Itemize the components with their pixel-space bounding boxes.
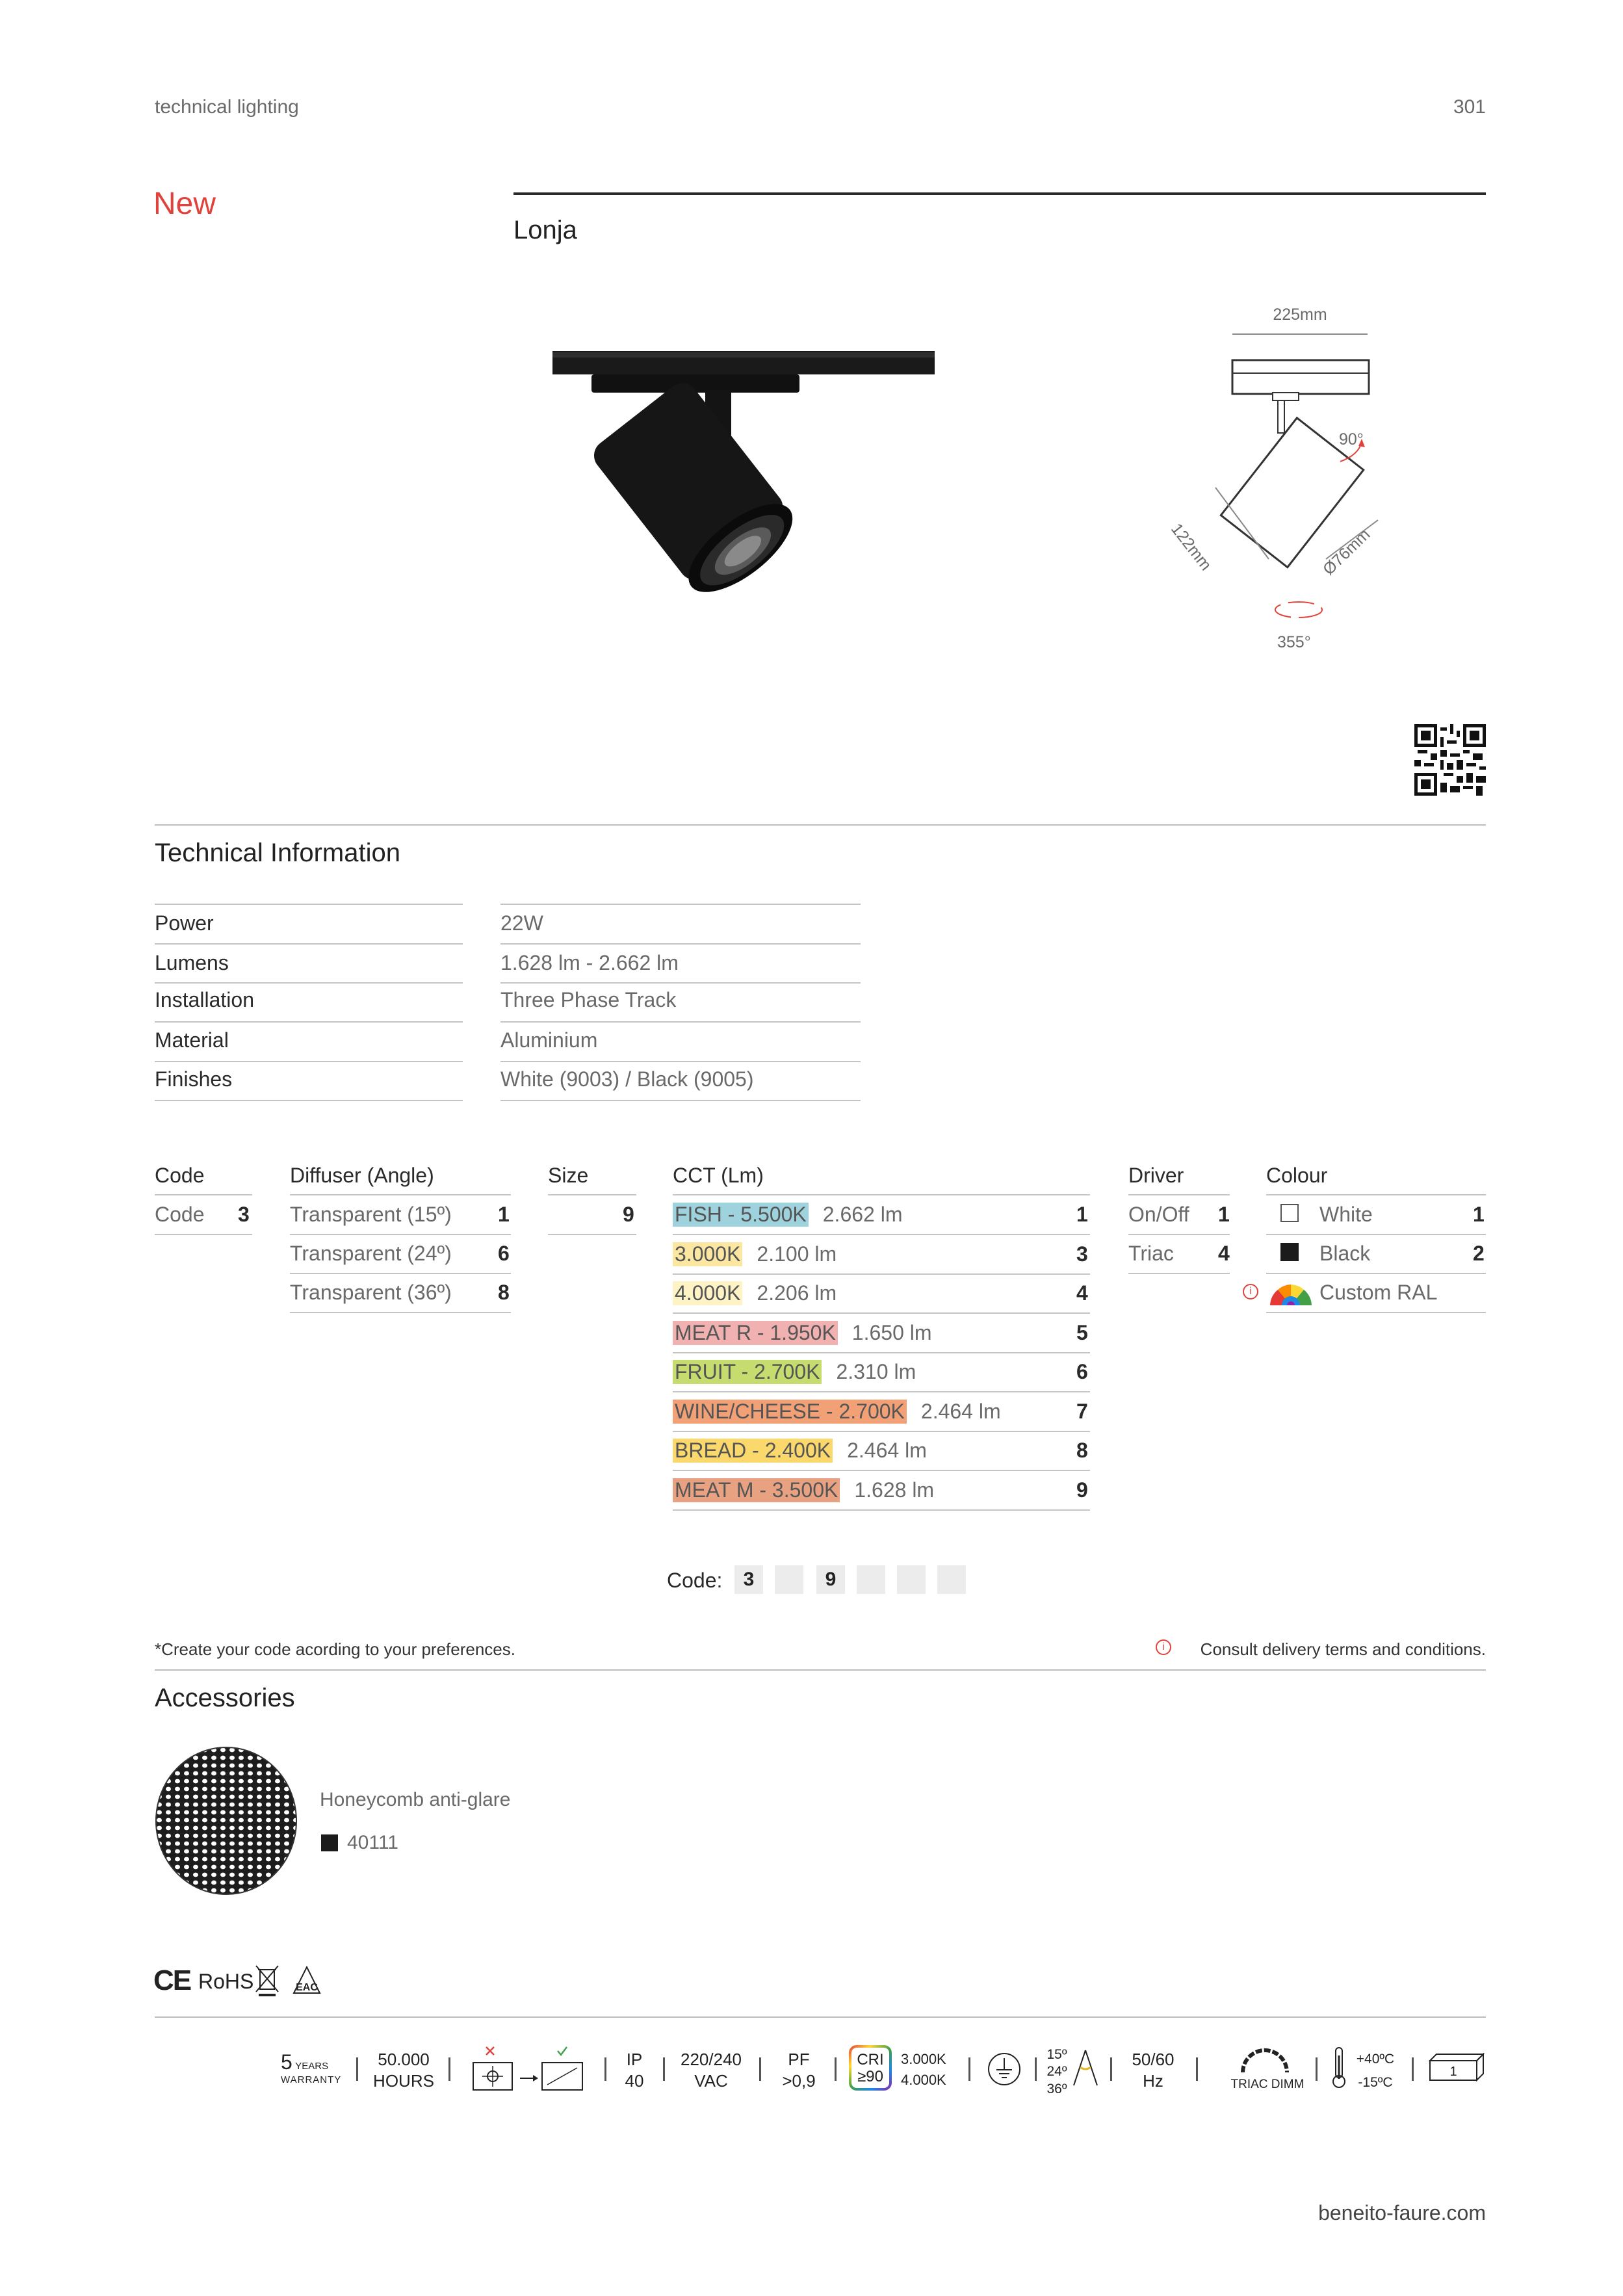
table-rule xyxy=(1128,1194,1230,1195)
svg-text:EAC: EAC xyxy=(296,1982,318,1993)
separator xyxy=(448,2057,450,2081)
dim-diameter: Ø76mm xyxy=(1319,525,1374,579)
cct-code: 3 xyxy=(1076,1242,1088,1266)
hours-value: 50.000 xyxy=(378,2050,430,2069)
size-header: Size xyxy=(548,1164,589,1187)
cct-label: 4.000K xyxy=(673,1281,742,1305)
tech-value-installation: Three Phase Track xyxy=(500,988,677,1011)
table-rule xyxy=(500,1021,861,1023)
table-rule xyxy=(1266,1312,1486,1313)
cct-value: 3.000K xyxy=(901,2051,946,2067)
temp-min: -15ºC xyxy=(1358,2074,1393,2090)
table-rule xyxy=(155,1234,252,1235)
table-rule xyxy=(673,1312,1090,1314)
tech-value-material: Aluminium xyxy=(500,1028,598,1052)
angle-value: 24º xyxy=(1046,2064,1067,2080)
tech-value-lumens: 1.628 lm - 2.662 lm xyxy=(500,951,679,974)
ground-icon xyxy=(987,2052,1022,2087)
cct-value: 4.000K xyxy=(901,2071,946,2088)
voltage-value: 220/240 xyxy=(681,2050,742,2069)
lamp-replacement-icon xyxy=(469,2044,586,2094)
tech-value-finishes: White (9003) / Black (9005) xyxy=(500,1067,754,1091)
honeycomb-image xyxy=(155,1746,298,1896)
table-rule xyxy=(155,1061,463,1062)
separator xyxy=(1316,2057,1318,2081)
cct-code: 7 xyxy=(1076,1400,1088,1423)
technical-title: Technical Information xyxy=(155,839,400,867)
temp-max: +40ºC xyxy=(1356,2052,1395,2067)
table-rule xyxy=(155,1194,252,1195)
dimm-label: TRIAC DIMM xyxy=(1230,2078,1305,2091)
diffuser-label: Transparent (36º) xyxy=(290,1281,452,1304)
warranty-badge xyxy=(281,2050,346,2085)
website-link[interactable]: beneito-faure.com xyxy=(1318,2201,1486,2224)
table-rule xyxy=(1128,1234,1230,1235)
table-rule xyxy=(155,1021,463,1023)
separator xyxy=(968,2057,970,2081)
code-value: 3 xyxy=(238,1203,250,1226)
table-rule xyxy=(155,1100,463,1101)
table-rule xyxy=(155,943,463,945)
white-swatch-icon xyxy=(1280,1204,1299,1222)
table-rule xyxy=(500,1100,861,1101)
table-rule xyxy=(500,1061,861,1062)
table-rule xyxy=(1266,1273,1486,1274)
angle-value: 15º xyxy=(1046,2047,1067,2062)
product-name: Lonja xyxy=(513,216,577,244)
product-image xyxy=(546,345,936,618)
tech-label-finishes: Finishes xyxy=(155,1067,233,1091)
cct-lumens: 2.206 lm xyxy=(757,1281,837,1305)
freq-value: 50/60 xyxy=(1132,2050,1175,2069)
rohs-label: RoHS xyxy=(198,1970,254,1993)
accessories-title: Accessories xyxy=(155,1684,295,1712)
separator xyxy=(1035,2057,1037,2081)
colour-header: Colour xyxy=(1266,1164,1328,1187)
new-badge: New xyxy=(153,187,216,221)
dimension-drawing xyxy=(1196,325,1404,637)
table-rule xyxy=(673,1431,1090,1432)
cct-values xyxy=(901,2049,959,2091)
cct-lumens: 2.100 lm xyxy=(757,1242,837,1266)
tech-label-installation: Installation xyxy=(155,988,254,1011)
table-rule xyxy=(155,904,463,905)
title-rule xyxy=(513,192,1486,195)
black-swatch-icon xyxy=(321,1834,338,1851)
cct-lumens: 1.628 lm xyxy=(854,1478,935,1502)
accessory-name: Honeycomb anti-glare xyxy=(320,1789,511,1810)
frequency xyxy=(1122,2049,1184,2091)
tech-label-material: Material xyxy=(155,1028,229,1052)
code-slot[interactable] xyxy=(775,1565,803,1594)
table-rule xyxy=(548,1194,636,1195)
table-rule xyxy=(1266,1194,1486,1195)
section-divider xyxy=(155,824,1486,826)
page-number: 301 xyxy=(1453,96,1486,118)
cct-code: 6 xyxy=(1076,1360,1088,1383)
pf-label: PF xyxy=(788,2050,810,2069)
cct-label: 3.000K xyxy=(673,1242,742,1266)
cct-lumens: 2.662 lm xyxy=(822,1203,903,1226)
code-builder-label: Code: xyxy=(667,1569,723,1592)
angle-value: 36º xyxy=(1046,2081,1067,2096)
driver-label: Triac xyxy=(1128,1242,1174,1265)
cct-header: CCT (Lm) xyxy=(673,1164,764,1187)
table-rule xyxy=(500,904,861,905)
diffuser-header: Diffuser (Angle) xyxy=(290,1164,434,1187)
cct-label: MEAT R - 1.950K xyxy=(673,1321,838,1345)
cri-label: CRI xyxy=(857,2051,884,2068)
voltage xyxy=(672,2049,750,2091)
power-factor xyxy=(770,2049,828,2091)
cct-lumens: 2.464 lm xyxy=(847,1439,927,1462)
tech-value-power: 22W xyxy=(500,911,543,935)
warranty-years: 5 xyxy=(281,2050,292,2074)
separator xyxy=(835,2057,837,2081)
cct-code: 4 xyxy=(1076,1281,1088,1305)
diffuser-code: 1 xyxy=(498,1203,510,1226)
cct-code: 8 xyxy=(1076,1439,1088,1462)
cct-code: 5 xyxy=(1076,1321,1088,1344)
freq-label: Hz xyxy=(1143,2070,1163,2091)
info-icon: i xyxy=(1156,1639,1171,1655)
cct-label: WINE/CHEESE - 2.700K xyxy=(673,1400,907,1424)
qr-code xyxy=(1414,724,1486,796)
cct-label: MEAT M - 3.500K xyxy=(673,1478,840,1502)
colour-label: Custom RAL xyxy=(1319,1281,1438,1304)
separator xyxy=(356,2057,358,2081)
table-rule xyxy=(673,1470,1090,1471)
code-slot[interactable] xyxy=(937,1565,966,1594)
table-rule xyxy=(500,943,861,945)
dim-length: 122mm xyxy=(1167,520,1215,574)
driver-header: Driver xyxy=(1128,1164,1184,1187)
colour-label: Black xyxy=(1319,1242,1371,1265)
beam-angle-icon xyxy=(1071,2048,1100,2088)
diffuser-code: 8 xyxy=(498,1281,510,1304)
tech-label-power: Power xyxy=(155,911,214,935)
table-rule xyxy=(673,1509,1090,1511)
accessory-code: 40111 xyxy=(347,1832,398,1853)
colour-code: 1 xyxy=(1473,1203,1485,1226)
separator xyxy=(663,2057,665,2081)
separator xyxy=(759,2057,761,2081)
ce-mark-icon: CE xyxy=(153,1964,191,1996)
section-divider xyxy=(155,2016,1486,2018)
code-slot[interactable] xyxy=(897,1565,926,1594)
consult-note[interactable]: Consult delivery terms and conditions. xyxy=(1200,1639,1486,1659)
table-rule xyxy=(673,1391,1090,1392)
beam-angles xyxy=(1044,2046,1070,2098)
diffuser-label: Transparent (24º) xyxy=(290,1242,452,1265)
box-quantity: 1 xyxy=(1449,2065,1457,2079)
separator xyxy=(1196,2057,1198,2081)
cri-value: ≥90 xyxy=(857,2068,883,2086)
cct-label: FISH - 5.500K xyxy=(673,1203,809,1227)
color-wheel-icon xyxy=(1267,1281,1314,1307)
code-slot[interactable] xyxy=(857,1565,885,1594)
code-label: Code xyxy=(155,1203,205,1226)
table-rule xyxy=(548,1234,636,1235)
cct-code: 9 xyxy=(1076,1478,1088,1502)
diffuser-code: 6 xyxy=(498,1242,510,1265)
ip-value: 40 xyxy=(625,2070,644,2091)
black-swatch-icon xyxy=(1280,1243,1299,1261)
size-code: 9 xyxy=(623,1203,634,1226)
info-icon: i xyxy=(1243,1284,1258,1299)
cct-label: FRUIT - 2.700K xyxy=(673,1360,822,1384)
table-rule xyxy=(673,1194,1090,1195)
thermometer-icon xyxy=(1331,2046,1347,2089)
table-rule xyxy=(500,982,861,984)
cct-label: BREAD - 2.400K xyxy=(673,1439,833,1463)
warranty-label: WARRANTY xyxy=(281,2074,342,2085)
warranty-word: YEARS xyxy=(295,2061,329,2072)
driver-code: 1 xyxy=(1218,1203,1230,1226)
hours-label: HOURS xyxy=(373,2070,434,2091)
table-rule xyxy=(155,982,463,984)
temperature-range xyxy=(1349,2048,1401,2094)
cct-lumens: 2.464 lm xyxy=(920,1400,1001,1423)
dim-rotation: 355° xyxy=(1277,633,1311,651)
section-label: technical lighting xyxy=(155,96,299,118)
create-code-note: *Create your code acording to your preferences. xyxy=(155,1639,515,1659)
table-rule xyxy=(1266,1234,1486,1235)
cct-lumens: 2.310 lm xyxy=(836,1360,916,1383)
table-rule xyxy=(290,1273,511,1274)
separator xyxy=(604,2057,606,2081)
colour-code: 2 xyxy=(1473,1242,1485,1265)
dim-tilt: 90° xyxy=(1339,430,1364,449)
table-rule xyxy=(673,1352,1090,1353)
lifetime-hours xyxy=(368,2049,439,2091)
colour-label: White xyxy=(1319,1203,1373,1226)
eac-mark-icon xyxy=(289,1963,325,1996)
weee-bin-icon xyxy=(255,1963,279,1997)
dim-width: 225mm xyxy=(1273,306,1327,324)
table-rule xyxy=(673,1234,1090,1235)
table-rule xyxy=(290,1312,511,1313)
table-rule xyxy=(290,1234,511,1235)
table-rule xyxy=(1128,1273,1230,1274)
cct-lumens: 1.650 lm xyxy=(851,1321,932,1344)
table-rule xyxy=(290,1194,511,1195)
diffuser-label: Transparent (15º) xyxy=(290,1203,452,1226)
pf-value: >0,9 xyxy=(782,2070,816,2091)
dimming-icon xyxy=(1239,2048,1291,2075)
tech-label-lumens: Lumens xyxy=(155,951,229,974)
driver-label: On/Off xyxy=(1128,1203,1189,1226)
cri-badge xyxy=(849,2045,892,2091)
code-slot[interactable]: 3 xyxy=(734,1565,763,1594)
cct-code: 1 xyxy=(1076,1203,1088,1226)
ip-label: IP xyxy=(626,2050,643,2069)
code-slot[interactable]: 9 xyxy=(816,1565,845,1594)
code-header: Code xyxy=(155,1164,205,1187)
table-rule xyxy=(673,1273,1090,1275)
voltage-label: VAC xyxy=(694,2070,728,2091)
separator xyxy=(1412,2057,1414,2081)
ip-rating xyxy=(615,2049,654,2091)
driver-code: 4 xyxy=(1218,1242,1230,1265)
separator xyxy=(1110,2057,1112,2081)
section-divider xyxy=(155,1669,1486,1671)
